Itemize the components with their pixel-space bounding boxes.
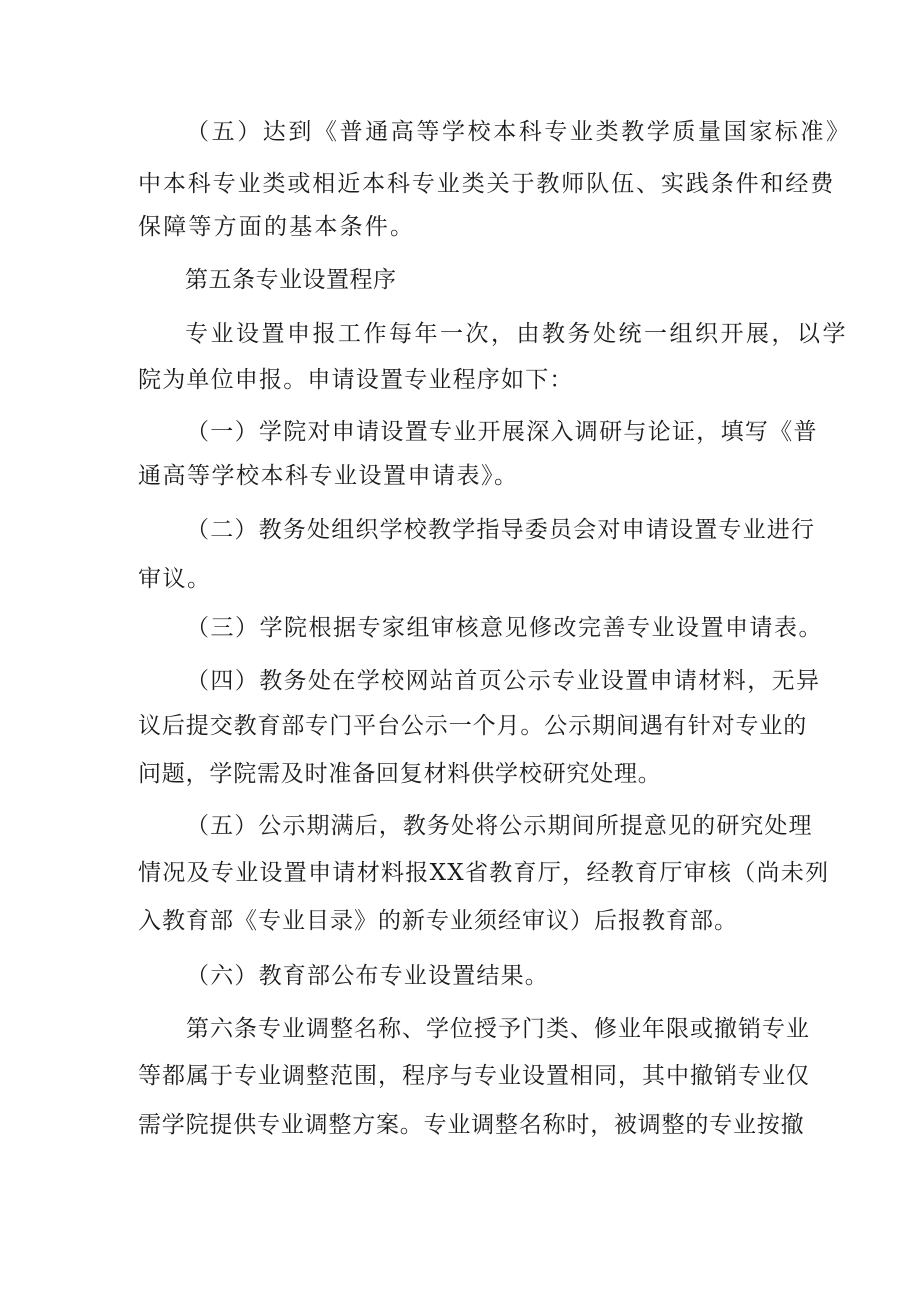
text-line: 审议。 xyxy=(138,566,212,592)
text-line: 通高等学校本科专业设置申请表》。 xyxy=(138,463,519,489)
text-line: 问题，学院需及时准备回复材料供学校研究处理。 xyxy=(138,761,662,787)
text-line: 入教育部《专业目录》的新专业须经审议）后报教育部。 xyxy=(138,908,738,934)
text-line: （五）达到《普通高等学校本科专业类教学质量国家标准》 xyxy=(186,119,852,145)
text-line: （二）教务处组织学校教学指导委员会对申请设置专业进行 xyxy=(186,517,816,543)
section-heading: 第五条专业设置程序 xyxy=(185,267,397,293)
text-line: （一）学院对申请设置专业开展深入调研与论证，填写《普 xyxy=(186,419,818,445)
text-line: 中本科专业类或相近本科专业类关于教师队伍、实践条件和经费 xyxy=(138,171,836,197)
text-line: 需学院提供专业调整方案。专业调整名称时，被调整的专业按撤 xyxy=(138,1112,805,1138)
text-line: （五）公示期满后，教务处将公示期间所提意见的研究处理 xyxy=(186,813,813,839)
text-line: 专业设置申报工作每年一次，由教务处统一组织开展，以学 xyxy=(185,321,848,347)
text-line: （六）教育部公布专业设置结果。 xyxy=(186,963,549,989)
text-line: 情况及专业设置申请材料报XX省教育厅，经教育厅审核（尚未列 xyxy=(138,860,830,886)
text-line: 等都属于专业调整范围，程序与专业设置相同，其中撤销专业仅 xyxy=(138,1063,810,1089)
text-line: 保障等方面的基本条件。 xyxy=(138,214,416,240)
text-line: 院为单位申报。申请设置专业程序如下： xyxy=(138,367,574,393)
text-line: （三）学院根据专家组审核意见修改完善专业设置申请表。 xyxy=(186,615,823,641)
text-line: 第六条专业调整名称、学位授予门类、修业年限或撤销专业 xyxy=(186,1016,810,1042)
text-line: （四）教务处在学校网站首页公示专业设置申请材料，无异 xyxy=(186,668,821,694)
text-line: 议后提交教育部专门平台公示一个月。公示期间遇有针对专业的 xyxy=(138,713,808,739)
